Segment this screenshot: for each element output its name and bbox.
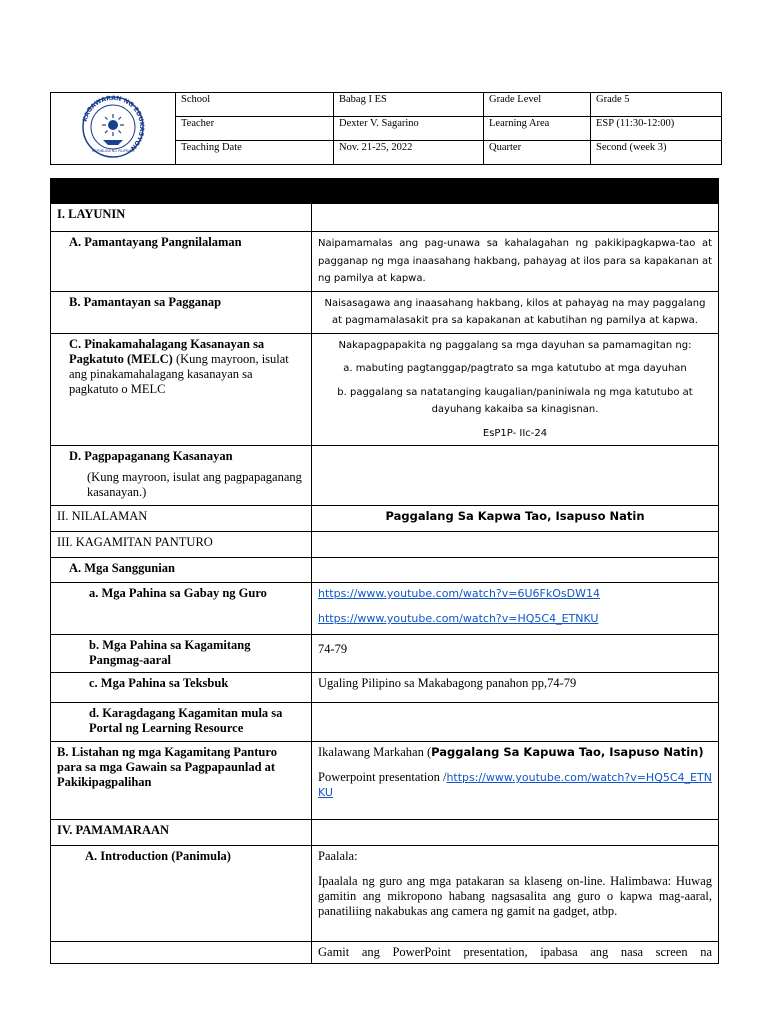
gabay-label: a. Mga Pahina sa Gabay ng Guro <box>51 583 312 635</box>
table-header-bar <box>51 179 719 204</box>
header-quarter-value: Second (week 3) <box>591 141 722 165</box>
teksbuk-value: Ugaling Pilipino sa Makabagong panahon pp,74-79 <box>312 673 719 703</box>
table-row <box>51 446 719 506</box>
table-row <box>51 703 719 742</box>
header-teaching-date-label: Teaching Date <box>176 141 334 165</box>
pagpapaganang-title: D. Pagpapaganang Kasanayan <box>69 449 233 463</box>
table-row <box>51 635 719 673</box>
table-row <box>51 333 719 446</box>
table-row <box>51 820 719 846</box>
introduction-value <box>312 846 719 942</box>
melc-label <box>51 333 312 446</box>
header-teaching-date-value: Nov. 21-25, 2022 <box>334 141 484 165</box>
paalala-label: Paalala: <box>318 849 358 863</box>
table-row <box>51 673 719 703</box>
table-row <box>51 742 719 820</box>
sanggunian-label: A. Mga Sanggunian <box>51 558 312 583</box>
header-teacher-value: Dexter V. Sagarino <box>334 117 484 141</box>
pagpapaganang-label <box>51 446 312 506</box>
seal-ring-text: KAGAWARAN NG EDUKASYON <box>81 95 146 152</box>
melc-line-3: b. paggalang sa natatanging kaugalian/paniniwala ng mga katutubo at dayuhang kakaiba sa kinagisnan. <box>337 386 693 415</box>
pagpapaganang-note: (Kung mayroon, isulat ang pagpapaganang kasanayan.) <box>87 470 302 499</box>
table-row <box>51 506 719 532</box>
introduction-next: Gamit ang PowerPoint presentation, ipabasa ang nasa screen na <box>312 942 719 964</box>
melc-code: EsP1P- IIc-24 <box>482 427 548 439</box>
pamantayan-pagganap-value: Naisasagawa ang inaasahang hakbang, kilos at pahayag na may paggalang at pagmamalasakit pra sa kapakanan at kabutihan ng pamilya at kapwa. <box>312 291 719 333</box>
pamantayang-pangnilalaman-label: A. Pamantayang Pangnilalaman <box>51 232 312 292</box>
header-learning-area-label: Learning Area <box>484 117 591 141</box>
table-row <box>51 583 719 635</box>
deped-logo-cell <box>51 93 176 165</box>
melc-label-bold: C. Pinakamahalagang Kasanayan sa Pagkatuto (MELC) <box>69 336 265 366</box>
header-table <box>50 92 722 165</box>
listahan-title: Paggalang Sa Kapuwa Tao, Isapuso Natin) <box>431 745 704 759</box>
header-school-label: School <box>176 93 334 117</box>
header-grade-level-label: Grade Level <box>484 93 591 117</box>
table-row <box>51 846 719 942</box>
melc-value <box>312 333 719 446</box>
table-row <box>51 532 719 558</box>
header-quarter-label: Quarter <box>484 141 591 165</box>
melc-line-2: a. mabuting pagtanggap/pagtrato sa mga katutubo at mga dayuhan <box>343 363 687 374</box>
listahan-label: B. Listahan ng mga Kagamitang Panturo para sa mga Gawain sa Pagpapaunlad at Pakikipagpalihan <box>51 742 312 820</box>
header-school-value: Babag I ES <box>334 93 484 117</box>
table-row <box>51 558 719 583</box>
pamantayang-pangnilalaman-value: Naipamamalas ang pag-unawa sa kahalagahan ng pakikipagkapwa-tao at pagganap ng mga inaasahang hakbang, pahayag at ilos para sa kapakanan at ng pamilya at kapwa. <box>312 232 719 292</box>
kagamitang-pangmag-value: 74-79 <box>312 635 719 673</box>
melc-label-note: (Kung mayroon, isulat ang pinakamahalagang kasanayan sa pagkatuto o MELC <box>69 351 289 396</box>
teksbuk-label: c. Mga Pahina sa Teksbuk <box>51 673 312 703</box>
table-row <box>51 291 719 333</box>
ppt-link[interactable]: https://www.youtube.com/watch?v=HQ5C4_ETNKU <box>318 771 712 799</box>
gabay-link-2[interactable]: https://www.youtube.com/watch?v=HQ5C4_ETNKU <box>318 612 599 625</box>
section-layunin: I. LAYUNIN <box>51 204 312 232</box>
pamantayan-pagganap-label: B. Pamantayan sa Pagganap <box>51 291 312 333</box>
header-learning-area-value: ESP (11:30-12:00) <box>591 117 722 141</box>
table-row <box>51 204 719 232</box>
seal-bottom-text: REPUBLIKA NG PILIPINAS <box>91 149 135 153</box>
header-teacher-label: Teacher <box>176 117 334 141</box>
section-kagamitan: III. KAGAMITAN PANTURO <box>51 532 312 558</box>
section-pamamaraan: IV. PAMAMARAAN <box>51 820 312 846</box>
melc-line-1: Nakapagpapakita ng paggalang sa mga dayuhan sa pamamagitan ng: <box>338 339 692 351</box>
ppt-prefix: Powerpoint presentation / <box>318 770 447 784</box>
table-row <box>51 942 719 964</box>
table-row <box>51 232 719 292</box>
nilalaman-value: Paggalang Sa Kapwa Tao, Isapuso Natin <box>312 506 719 532</box>
introduction-label: A. Introduction (Panimula) <box>51 846 312 942</box>
karagdagang-label: d. Karagdagang Kagamitan mula sa Portal ng Learning Resource <box>51 703 312 742</box>
kagamitang-pangmag-label: b. Mga Pahina sa Kagamitang Pangmag-aaral <box>51 635 312 673</box>
listahan-value <box>312 742 719 820</box>
lesson-plan-table <box>50 178 719 964</box>
header-grade-level-value: Grade 5 <box>591 93 722 117</box>
section-nilalaman: II. NILALAMAN <box>51 506 312 532</box>
gabay-links <box>312 583 719 635</box>
listahan-prefix: Ikalawang Markahan ( <box>318 745 432 759</box>
gabay-link-1[interactable]: https://www.youtube.com/watch?v=6U6FkOsDW14 <box>318 587 600 600</box>
deped-seal-icon <box>78 95 148 159</box>
introduction-body: Ipaalala ng guro ang mga patakaran sa klaseng on-line. Halimbawa: Huwag gamitin ang mikropono habang nagsasalita ang guro o kapwa mag-aaral, panatiliing nakabukas ang camera ng gamit na gadget, atbp. <box>318 874 712 918</box>
